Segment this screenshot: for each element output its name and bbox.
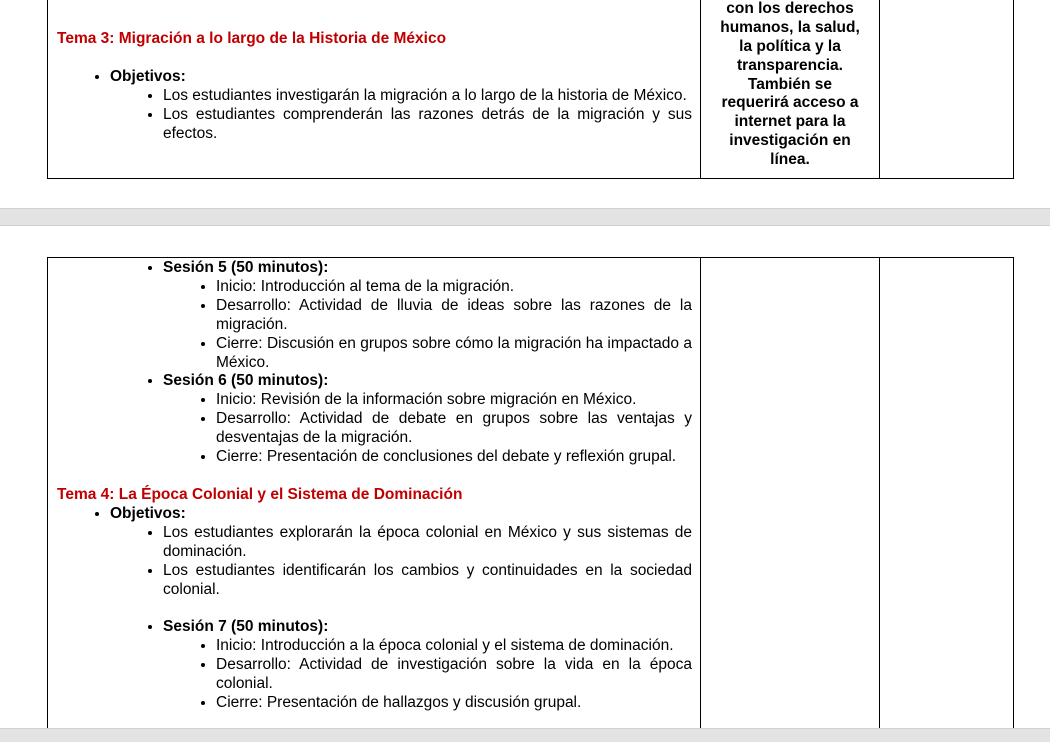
list-item: • Desarrollo: Actividad de debate en grupos sobre las ventajas y desventajas de la migración. [216,410,692,448]
resources-line: internet para la [734,113,846,131]
session-5-title: Sesión 5 (50 minutos): [163,259,329,276]
list-item: • Cierre: Presentación de conclusiones del debate y reflexión grupal. [216,448,692,467]
session-7-title: Sesión 7 (50 minutos): [163,618,329,636]
list-item: • Cierre: Discusión en grupos sobre cómo la migración ha impactado a México. [216,335,692,373]
content-cell [48,258,701,729]
list-item: • Inicio: Introducción al tema de la migración. [216,278,692,297]
lesson-plan-table-bottom [47,257,1014,728]
list-item: • Los estudiantes comprenderán las razones detrás de la migración y sus efectos. [163,106,692,144]
lesson-plan-table-top [47,0,1014,179]
resources-line: También se [747,75,833,93]
session-7 [163,618,692,713]
table-row [48,258,1014,729]
session-5-items [163,278,692,373]
list-item: • Los estudiantes explorarán la época colonial en México y sus sistemas de dominación. [163,524,692,562]
tema4-title: Tema 4: La Época Colonial y el Sistema de Dominación [57,485,463,503]
resources-line: requerirá acceso a [721,94,859,112]
empty-cell [880,0,1014,179]
session-6-title: Sesión 6 (50 minutos): [163,372,329,390]
tema3-title: Tema 3: Migración a lo largo de la Historia de México [57,30,447,47]
list-item: • Desarrollo: Actividad de lluvia de ideas sobre las razones de la migración. [216,297,692,335]
page-separator [0,728,1050,742]
session-7-items [163,637,692,713]
list-item: • Inicio: Revisión de la información sobre migración en México. [216,391,692,410]
table-row [48,0,1014,179]
list-item: • Los estudiantes investigarán la migración a lo largo de la historia de México. [163,87,692,106]
objetivos-list [57,68,692,144]
list-item: • Cierre: Presentación de hallazgos y discusión grupal. [216,694,692,713]
resources-cell [701,258,880,729]
resources-line: la política y la [739,37,841,55]
resources-line: humanos, la salud, [720,18,860,36]
page-separator [0,208,1050,226]
objetivos-label: Objetivos: [110,67,186,85]
content-cell [48,0,701,179]
session-5 [163,259,692,372]
empty-cell [880,258,1014,729]
sessions-list-a [57,259,692,467]
resources-line: línea. [770,151,810,169]
document-page-top [0,0,1050,208]
list-item [110,68,692,144]
document-page-bottom [0,226,1050,728]
session-6 [163,372,692,467]
list-item: • Desarrollo: Actividad de investigación sobre la vida en la época colonial. [216,656,692,694]
resources-line: con los derechos [726,0,854,17]
resources-cell [701,0,880,179]
list-item [110,505,692,600]
session-6-items [163,391,692,467]
resources-line: investigación en [729,132,851,150]
list-item: • Los estudiantes identificarán los cambios y continuidades en la sociedad colonial. [163,562,692,600]
objetivos-label: Objetivos: [110,504,186,522]
objetivos-list [57,505,692,600]
objetivos-items [110,524,692,600]
resources-line: transparencia. [737,56,843,74]
sessions-list-b [57,618,692,713]
list-item: • Inicio: Introducción a la época colonial y el sistema de dominación. [216,637,692,656]
objetivos-items [110,87,692,144]
